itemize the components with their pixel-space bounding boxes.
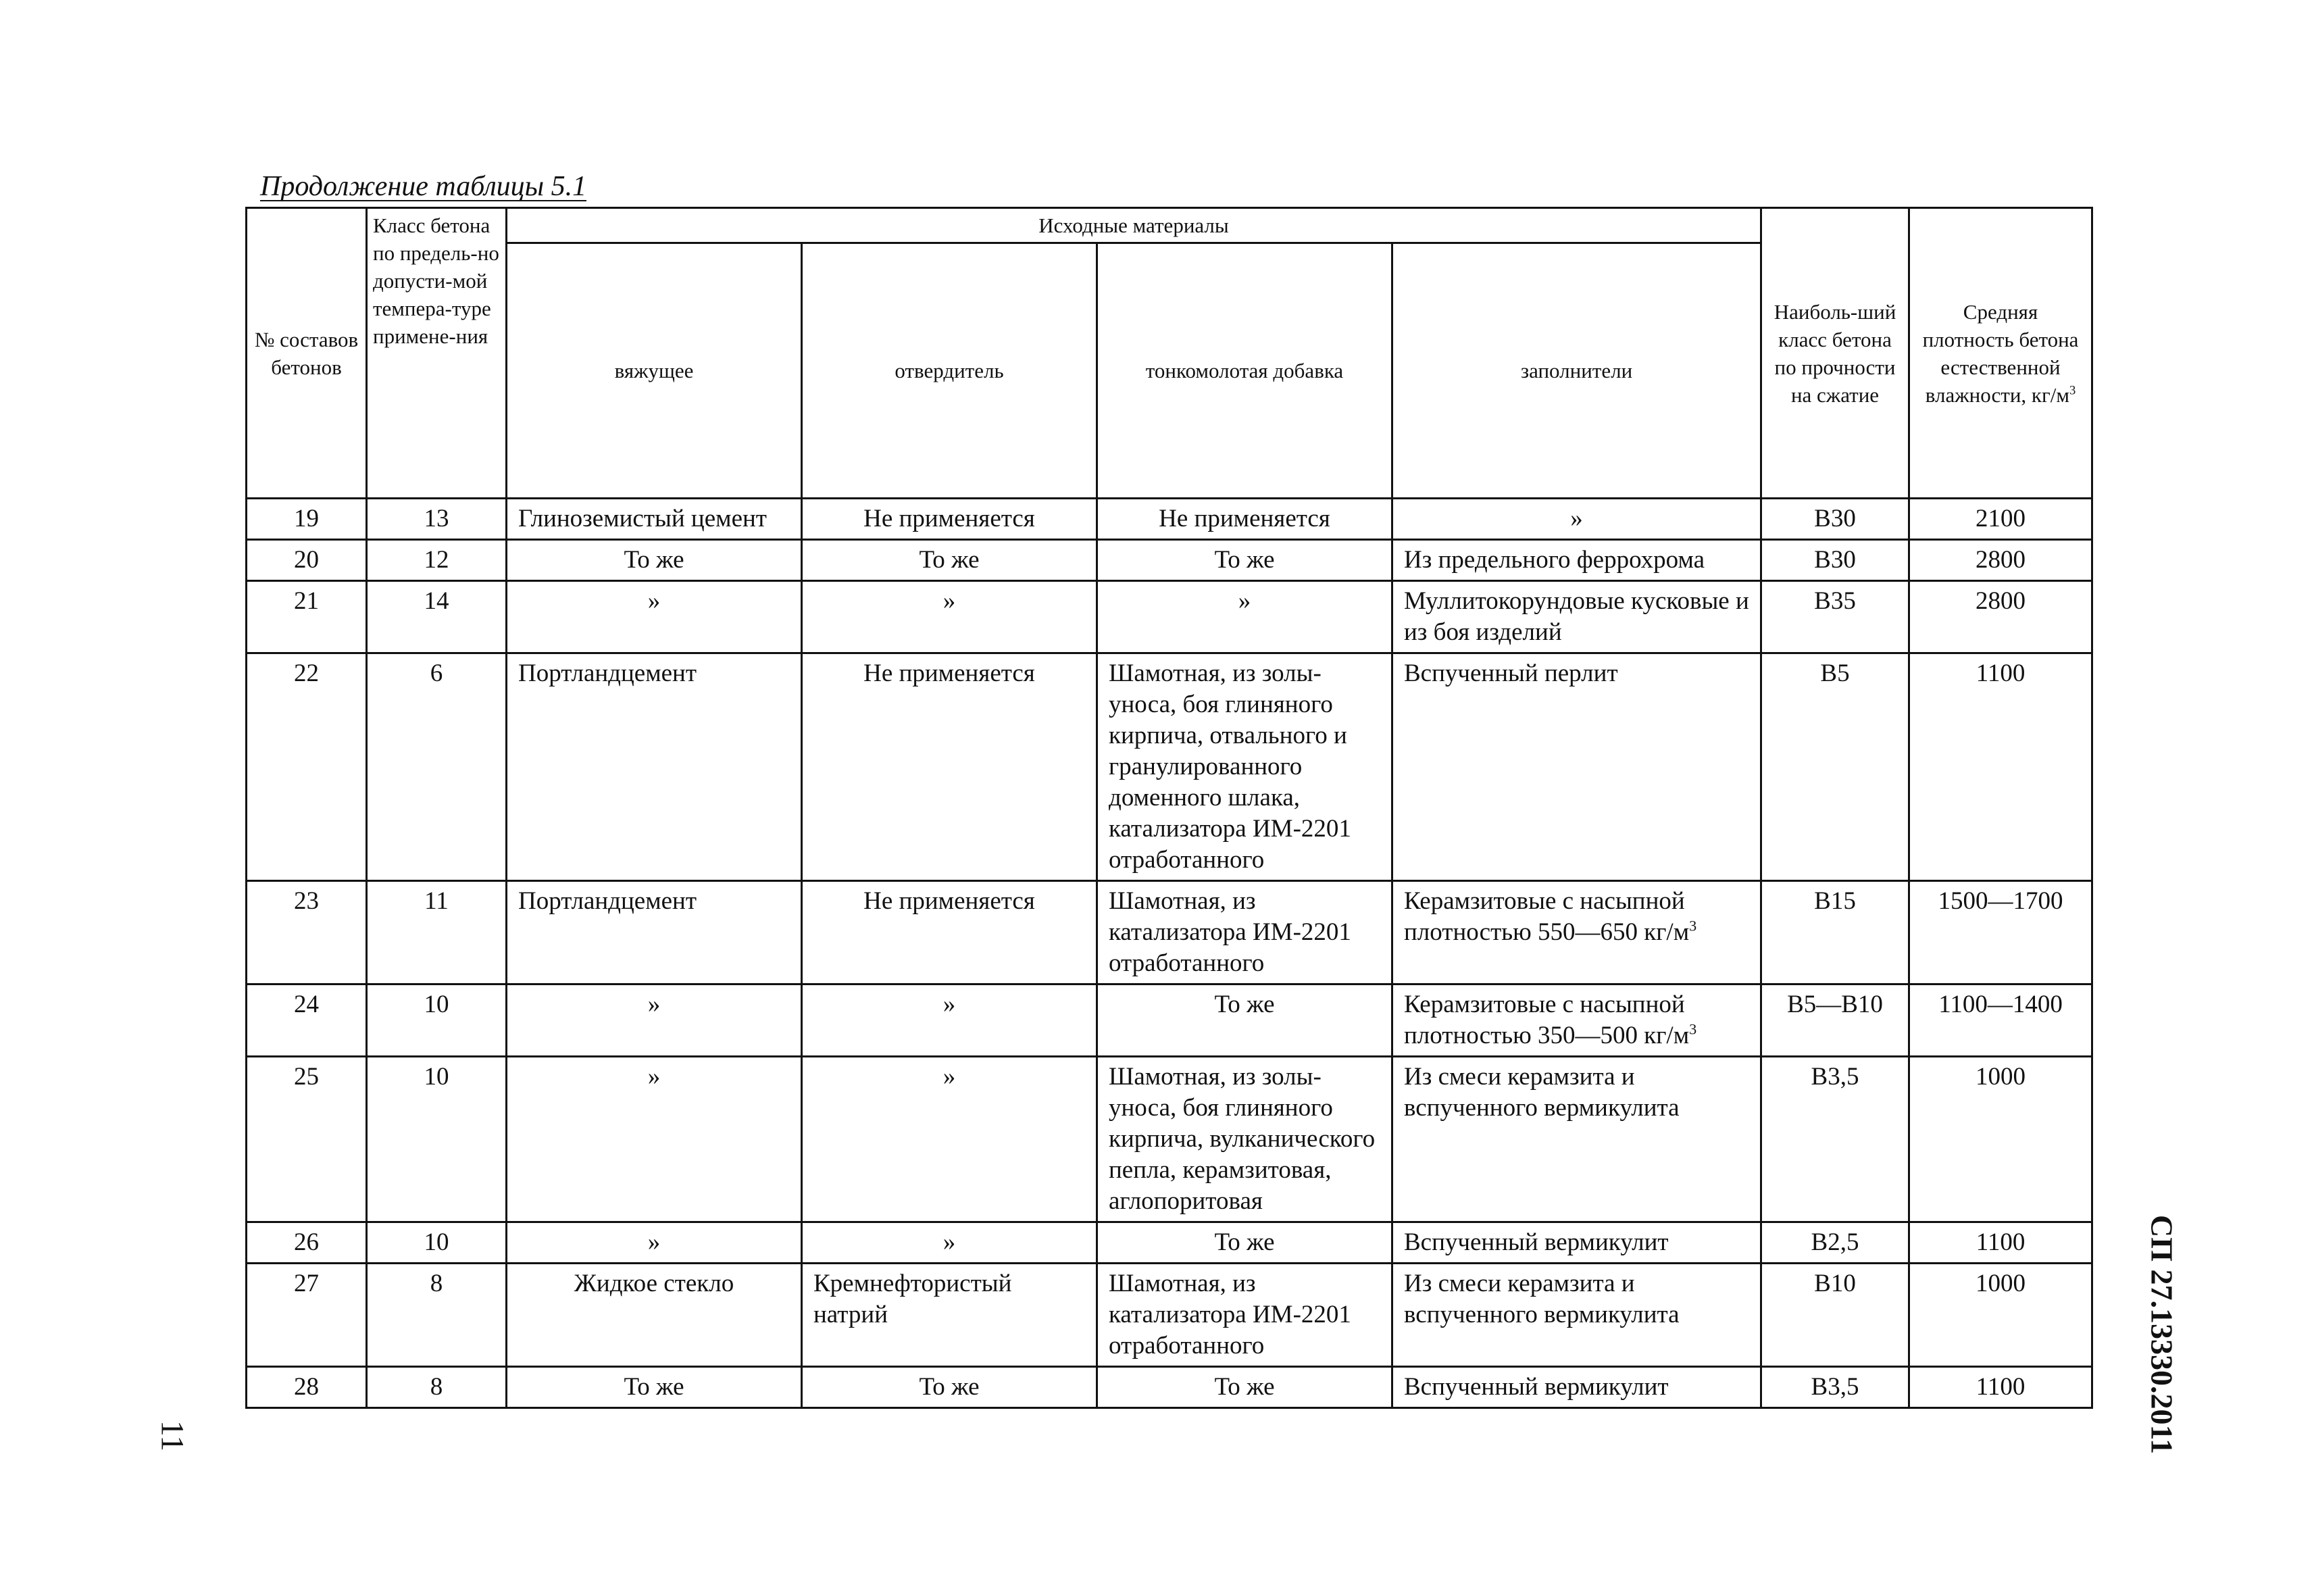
table-row — [247, 984, 2092, 1057]
cell-hardener: Не применяется — [802, 881, 1097, 984]
cell-strength: В10 — [1761, 1264, 1909, 1367]
cell-strength: В5 — [1761, 653, 1909, 881]
cell-filler — [1392, 1222, 1761, 1264]
table-row — [247, 653, 2092, 881]
cell-additive: Шамотная, из золы-уноса, боя глиняного кирпича, отвального и гранулированного доменного шлака, катализатора ИМ-2201 отработанного — [1097, 653, 1392, 881]
cell-num: 26 — [247, 1222, 367, 1264]
header-density — [1909, 208, 2092, 499]
cell-filler — [1392, 499, 1761, 540]
table-row — [247, 881, 2092, 984]
cell-klass: 10 — [367, 1057, 507, 1222]
cell-density: 1100 — [1909, 1367, 2092, 1408]
cell-additive: То же — [1097, 540, 1392, 581]
table-row — [247, 499, 2092, 540]
cell-filler-text: » — [1570, 505, 1583, 532]
cell-num: 20 — [247, 540, 367, 581]
cell-filler-text: Из предельного феррохрома — [1404, 546, 1705, 574]
cell-hardener: » — [802, 1057, 1097, 1222]
cell-strength: В2,5 — [1761, 1222, 1909, 1264]
cell-filler-text: Вспученный вермикулит — [1404, 1228, 1669, 1256]
cell-density: 1100 — [1909, 653, 2092, 881]
cell-density: 1100 — [1909, 1222, 2092, 1264]
cell-binder: » — [507, 984, 802, 1057]
cell-filler-text: Из смеси керамзита и вспученного вермикулита — [1404, 1270, 1680, 1328]
cell-hardener: Не применяется — [802, 499, 1097, 540]
cell-filler-text: Вспученный вермикулит — [1404, 1373, 1669, 1401]
header-vyazhushee: вяжущее — [507, 243, 802, 499]
cell-additive: То же — [1097, 1367, 1392, 1408]
cell-filler-text: Из смеси керамзита и вспученного вермикулита — [1404, 1063, 1680, 1122]
header-density-text: Средняя плотность бетона естественной влажности, кг/м — [1922, 299, 2079, 407]
cell-binder: Портландцемент — [507, 881, 802, 984]
cell-klass: 6 — [367, 653, 507, 881]
cell-hardener: Не применяется — [802, 653, 1097, 881]
table-row — [247, 540, 2092, 581]
cell-num: 24 — [247, 984, 367, 1057]
cell-klass: 8 — [367, 1264, 507, 1367]
cell-additive: Не применяется — [1097, 499, 1392, 540]
cell-strength: В5—В10 — [1761, 984, 1909, 1057]
cell-num: 27 — [247, 1264, 367, 1367]
cell-binder: То же — [507, 540, 802, 581]
cell-binder: Портландцемент — [507, 653, 802, 881]
cell-binder: То же — [507, 1367, 802, 1408]
cell-density: 2100 — [1909, 499, 2092, 540]
cell-klass: 12 — [367, 540, 507, 581]
cell-filler — [1392, 984, 1761, 1057]
table-row — [247, 1264, 2092, 1367]
cell-hardener: » — [802, 1222, 1097, 1264]
cell-filler-sup: 3 — [1689, 1020, 1697, 1038]
table-caption: Продолжение таблицы 5.1 — [260, 171, 587, 202]
cell-additive: Шамотная, из катализатора ИМ-2201 отработанного — [1097, 881, 1392, 984]
cell-num: 21 — [247, 581, 367, 653]
header-klass: Класс бетона по предель-но допусти-мой темпера-туре примене-ния — [367, 208, 507, 499]
cell-binder: Жидкое стекло — [507, 1264, 802, 1367]
table-header — [247, 208, 2092, 499]
header-max-klass: Наиболь-ший класс бетона по прочности на сжатие — [1761, 208, 1909, 499]
cell-klass: 10 — [367, 984, 507, 1057]
page-number-text: 11 — [154, 1420, 191, 1452]
cell-filler — [1392, 540, 1761, 581]
cell-strength: В3,5 — [1761, 1057, 1909, 1222]
cell-hardener: » — [802, 581, 1097, 653]
cell-klass: 14 — [367, 581, 507, 653]
table-row — [247, 1367, 2092, 1408]
cell-strength: В35 — [1761, 581, 1909, 653]
cell-filler — [1392, 1264, 1761, 1367]
cell-hardener: Кремнефтористый натрий — [802, 1264, 1097, 1367]
materials-table — [245, 207, 2093, 1409]
cell-additive: » — [1097, 581, 1392, 653]
table-row — [247, 1222, 2092, 1264]
cell-density: 2800 — [1909, 581, 2092, 653]
header-group: Исходные материалы — [507, 208, 1761, 243]
document-code-text: СП 27.13330.2011 — [2144, 1215, 2180, 1454]
cell-num: 23 — [247, 881, 367, 984]
cell-additive: То же — [1097, 1222, 1392, 1264]
cell-klass: 11 — [367, 881, 507, 984]
cell-filler — [1392, 1367, 1761, 1408]
cell-density: 1000 — [1909, 1057, 2092, 1222]
cell-density: 1500—1700 — [1909, 881, 2092, 984]
cell-hardener: То же — [802, 540, 1097, 581]
cell-binder: » — [507, 1222, 802, 1264]
cell-filler — [1392, 581, 1761, 653]
page-number — [149, 1405, 196, 1466]
table-row — [247, 1057, 2092, 1222]
cell-binder: Глиноземистый цемент — [507, 499, 802, 540]
cell-filler — [1392, 1057, 1761, 1222]
cell-filler-text: Вспученный перлит — [1404, 659, 1618, 687]
cell-filler-text: Керамзитовые с насыпной плотностью 550—650 кг/м — [1404, 887, 1690, 946]
cell-binder: » — [507, 1057, 802, 1222]
cell-klass: 13 — [367, 499, 507, 540]
header-num: № составов бетонов — [247, 208, 367, 499]
cell-filler — [1392, 881, 1761, 984]
cell-additive: Шамотная, из золы-уноса, боя глиняного кирпича, вулканического пепла, керамзитовая, аглопоритовая — [1097, 1057, 1392, 1222]
cell-hardener: То же — [802, 1367, 1097, 1408]
table-row — [247, 581, 2092, 653]
cell-num: 22 — [247, 653, 367, 881]
cell-strength: В30 — [1761, 499, 1909, 540]
header-otverditel: отвердитель — [802, 243, 1097, 499]
cell-binder: » — [507, 581, 802, 653]
header-dobavka: тонкомолотая добавка — [1097, 243, 1392, 499]
cell-density: 1100—1400 — [1909, 984, 2092, 1057]
cell-filler — [1392, 653, 1761, 881]
cell-klass: 8 — [367, 1367, 507, 1408]
cell-strength: В3,5 — [1761, 1367, 1909, 1408]
cell-additive: Шамотная, из катализатора ИМ-2201 отработанного — [1097, 1264, 1392, 1367]
cell-klass: 10 — [367, 1222, 507, 1264]
cell-num: 28 — [247, 1367, 367, 1408]
document-code — [2125, 1215, 2199, 1454]
cell-strength: В15 — [1761, 881, 1909, 984]
cell-strength: В30 — [1761, 540, 1909, 581]
cell-filler-text: Керамзитовые с насыпной плотностью 350—500 кг/м — [1404, 991, 1690, 1049]
cell-filler-text: Муллитокорундовые кусковые и из боя изделий — [1404, 587, 1749, 646]
cell-additive: То же — [1097, 984, 1392, 1057]
header-density-sup: 3 — [2069, 383, 2076, 398]
cell-density: 2800 — [1909, 540, 2092, 581]
cell-density: 1000 — [1909, 1264, 2092, 1367]
cell-num: 25 — [247, 1057, 367, 1222]
cell-hardener: » — [802, 984, 1097, 1057]
cell-num: 19 — [247, 499, 367, 540]
table-body — [247, 499, 2092, 1408]
header-zapolniteli: заполнители — [1392, 243, 1761, 499]
cell-filler-sup: 3 — [1689, 917, 1697, 934]
